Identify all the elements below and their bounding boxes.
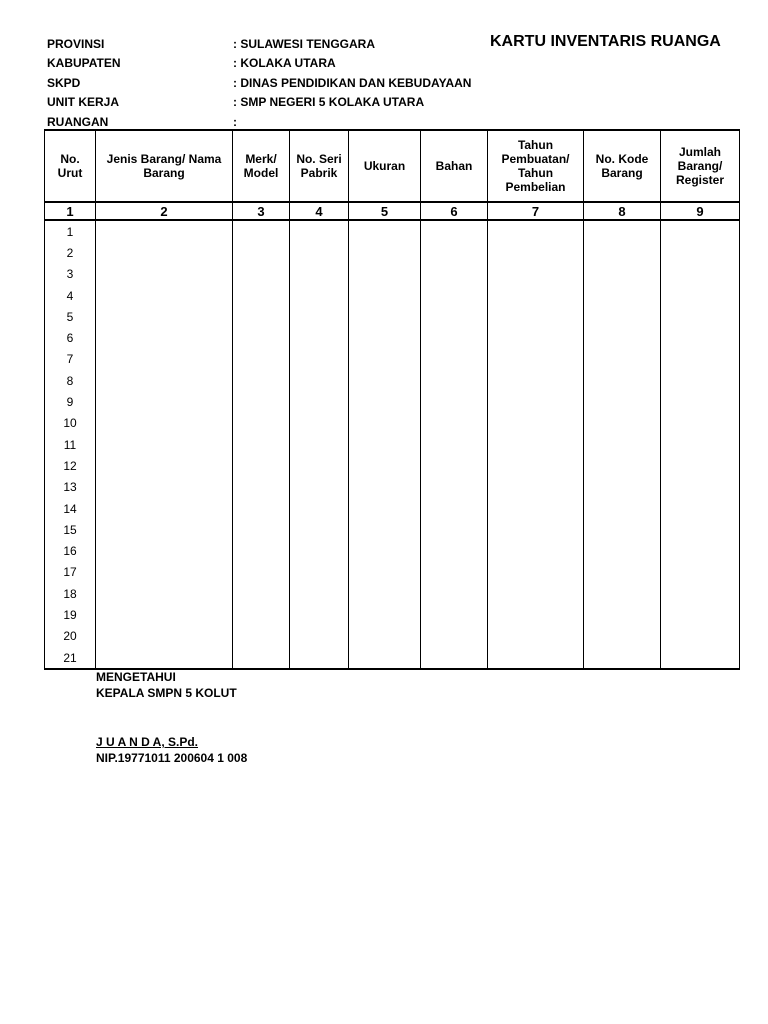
table-cell <box>584 285 661 306</box>
table-cell <box>290 604 349 625</box>
table-cell <box>488 264 584 285</box>
table-cell <box>421 477 488 498</box>
table-cell <box>421 264 488 285</box>
table-cell <box>233 583 290 604</box>
table-cell <box>584 498 661 519</box>
table-cell <box>661 626 740 647</box>
table-cell <box>661 242 740 263</box>
row-number: 12 <box>45 455 96 476</box>
table-cell <box>349 220 421 242</box>
table-cell <box>661 540 740 561</box>
table-cell <box>349 349 421 370</box>
table-cell <box>488 519 584 540</box>
signer-position: KEPALA SMPN 5 KOLUT <box>96 686 237 700</box>
table-cell <box>421 540 488 561</box>
table-cell <box>96 647 233 669</box>
table-cell <box>488 285 584 306</box>
column-header: Jenis Barang/ Nama Barang <box>96 130 233 202</box>
table-cell <box>349 519 421 540</box>
table-row <box>45 540 740 561</box>
table-row <box>45 647 740 669</box>
table-cell <box>233 519 290 540</box>
table-cell <box>421 391 488 412</box>
table-cell <box>584 242 661 263</box>
field-value: : <box>233 114 237 129</box>
table-cell <box>96 583 233 604</box>
table-cell <box>290 327 349 348</box>
table-cell <box>233 455 290 476</box>
field-value: : KOLAKA UTARA <box>233 56 336 71</box>
row-number: 16 <box>45 540 96 561</box>
table-cell <box>661 434 740 455</box>
table-row <box>45 264 740 285</box>
table-cell <box>584 519 661 540</box>
table-cell <box>290 562 349 583</box>
table-cell <box>349 370 421 391</box>
table-cell <box>661 306 740 327</box>
table-cell <box>96 477 233 498</box>
column-number: 9 <box>661 202 740 220</box>
table-cell <box>421 434 488 455</box>
table-cell <box>233 540 290 561</box>
table-cell <box>584 647 661 669</box>
table-cell <box>661 604 740 625</box>
table-cell <box>488 604 584 625</box>
column-number: 2 <box>96 202 233 220</box>
table-cell <box>290 626 349 647</box>
table-cell <box>661 264 740 285</box>
table-cell <box>661 498 740 519</box>
table-cell <box>488 242 584 263</box>
column-header: Tahun Pembuatan/ Tahun Pembelian <box>488 130 584 202</box>
table-cell <box>421 604 488 625</box>
table-cell <box>233 626 290 647</box>
table-cell <box>233 306 290 327</box>
table-cell <box>488 306 584 327</box>
table-cell <box>290 540 349 561</box>
column-number: 8 <box>584 202 661 220</box>
table-cell <box>349 455 421 476</box>
column-header: Ukuran <box>349 130 421 202</box>
table-cell <box>584 220 661 242</box>
table-cell <box>290 413 349 434</box>
table-cell <box>290 477 349 498</box>
table-cell <box>96 519 233 540</box>
table-row <box>45 519 740 540</box>
table-cell <box>488 370 584 391</box>
table-cell <box>584 391 661 412</box>
table-cell <box>96 626 233 647</box>
table-cell <box>233 349 290 370</box>
field-label: UNIT KERJA <box>47 95 120 110</box>
table-cell <box>421 647 488 669</box>
table-cell <box>584 434 661 455</box>
table-cell <box>96 242 233 263</box>
table-cell <box>290 220 349 242</box>
signer-nip: NIP.19771011 200604 1 008 <box>96 751 248 765</box>
column-header: No. Urut <box>45 130 96 202</box>
column-number: 3 <box>233 202 290 220</box>
table-cell <box>421 370 488 391</box>
field-value: : DINAS PENDIDIKAN DAN KEBUDAYAAN <box>233 75 472 90</box>
inventory-table <box>44 129 740 670</box>
table-cell <box>488 391 584 412</box>
table-row <box>45 583 740 604</box>
table-cell <box>488 413 584 434</box>
table-cell <box>96 604 233 625</box>
table-cell <box>96 327 233 348</box>
table-cell <box>584 626 661 647</box>
table-cell <box>233 242 290 263</box>
table-cell <box>96 264 233 285</box>
table-cell <box>488 540 584 561</box>
table-cell <box>421 455 488 476</box>
table-cell <box>290 391 349 412</box>
table-cell <box>488 562 584 583</box>
table-cell <box>290 583 349 604</box>
table-cell <box>421 562 488 583</box>
column-number: 5 <box>349 202 421 220</box>
table-cell <box>421 626 488 647</box>
table-cell <box>421 220 488 242</box>
row-number: 14 <box>45 498 96 519</box>
column-header-row <box>45 130 740 202</box>
table-row <box>45 242 740 263</box>
table-cell <box>349 477 421 498</box>
table-cell <box>96 285 233 306</box>
table-cell <box>349 413 421 434</box>
table-cell <box>96 434 233 455</box>
table-cell <box>584 264 661 285</box>
row-number: 1 <box>45 220 96 242</box>
column-number: 6 <box>421 202 488 220</box>
table-cell <box>661 391 740 412</box>
table-cell <box>349 391 421 412</box>
table-cell <box>661 413 740 434</box>
column-header: Bahan <box>421 130 488 202</box>
table-cell <box>661 455 740 476</box>
table-cell <box>488 220 584 242</box>
table-cell <box>421 327 488 348</box>
table-cell <box>349 626 421 647</box>
table-cell <box>96 498 233 519</box>
table-cell <box>584 540 661 561</box>
column-header: Jumlah Barang/ Register <box>661 130 740 202</box>
table-cell <box>233 327 290 348</box>
table-cell <box>584 583 661 604</box>
table-cell <box>421 413 488 434</box>
field-label: KABUPATEN <box>47 56 121 71</box>
column-number: 4 <box>290 202 349 220</box>
row-number: 21 <box>45 647 96 669</box>
table-cell <box>349 434 421 455</box>
table-cell <box>290 242 349 263</box>
table-cell <box>661 370 740 391</box>
row-number: 8 <box>45 370 96 391</box>
table-cell <box>584 455 661 476</box>
table-cell <box>96 413 233 434</box>
table-cell <box>584 477 661 498</box>
table-cell <box>233 562 290 583</box>
table-cell <box>290 306 349 327</box>
row-number: 6 <box>45 327 96 348</box>
column-number: 7 <box>488 202 584 220</box>
table-row <box>45 370 740 391</box>
row-number: 10 <box>45 413 96 434</box>
table-cell <box>349 562 421 583</box>
row-number: 3 <box>45 264 96 285</box>
table-cell <box>661 647 740 669</box>
table-cell <box>584 306 661 327</box>
document-title: KARTU INVENTARIS RUANGA <box>490 33 721 50</box>
table-cell <box>421 306 488 327</box>
column-number: 1 <box>45 202 96 220</box>
table-cell <box>488 455 584 476</box>
table-cell <box>584 413 661 434</box>
table-cell <box>488 434 584 455</box>
row-number: 18 <box>45 583 96 604</box>
table-cell <box>96 562 233 583</box>
table-cell <box>233 434 290 455</box>
table-row <box>45 349 740 370</box>
table-cell <box>584 349 661 370</box>
table-cell <box>233 498 290 519</box>
table-cell <box>661 562 740 583</box>
table-cell <box>290 370 349 391</box>
column-header: Merk/ Model <box>233 130 290 202</box>
table-cell <box>349 583 421 604</box>
column-header: No. Seri Pabrik <box>290 130 349 202</box>
table-cell <box>488 327 584 348</box>
table-cell <box>233 477 290 498</box>
table-cell <box>488 349 584 370</box>
table-cell <box>290 455 349 476</box>
table-cell <box>661 220 740 242</box>
table-row <box>45 434 740 455</box>
table-cell <box>96 391 233 412</box>
table-cell <box>233 370 290 391</box>
table-cell <box>584 327 661 348</box>
table-cell <box>349 540 421 561</box>
table-cell <box>233 604 290 625</box>
table-cell <box>233 220 290 242</box>
table-cell <box>290 264 349 285</box>
table-cell <box>488 477 584 498</box>
table-cell <box>349 285 421 306</box>
table-cell <box>290 519 349 540</box>
row-number: 15 <box>45 519 96 540</box>
table-cell <box>349 604 421 625</box>
table-cell <box>661 519 740 540</box>
table-row <box>45 391 740 412</box>
table-cell <box>421 498 488 519</box>
signer-name: J U A N D A, S.Pd. <box>96 735 199 749</box>
table-cell <box>290 647 349 669</box>
table-row <box>45 413 740 434</box>
table-body <box>45 220 740 669</box>
table-cell <box>421 242 488 263</box>
table-cell <box>661 583 740 604</box>
table-cell <box>233 285 290 306</box>
table-cell <box>290 285 349 306</box>
row-number: 11 <box>45 434 96 455</box>
table-cell <box>96 540 233 561</box>
table-cell <box>661 477 740 498</box>
table-cell <box>349 498 421 519</box>
field-value: : SMP NEGERI 5 KOLAKA UTARA <box>233 95 425 110</box>
table-cell <box>421 583 488 604</box>
table-row <box>45 455 740 476</box>
table-cell <box>233 647 290 669</box>
row-number: 19 <box>45 604 96 625</box>
acknowledge-label: MENGETAHUI <box>96 670 176 684</box>
table-cell <box>96 306 233 327</box>
table-cell <box>488 583 584 604</box>
row-number: 5 <box>45 306 96 327</box>
table-cell <box>233 413 290 434</box>
row-number: 4 <box>45 285 96 306</box>
table-cell <box>233 391 290 412</box>
table-row <box>45 220 740 242</box>
table-cell <box>421 519 488 540</box>
row-number: 13 <box>45 477 96 498</box>
table-cell <box>421 285 488 306</box>
table-cell <box>584 562 661 583</box>
signature-block <box>96 669 247 766</box>
table-row <box>45 562 740 583</box>
table-cell <box>488 626 584 647</box>
table-cell <box>349 264 421 285</box>
table-row <box>45 285 740 306</box>
table-cell <box>290 498 349 519</box>
table-cell <box>661 327 740 348</box>
table-cell <box>661 285 740 306</box>
table-cell <box>233 264 290 285</box>
row-number: 7 <box>45 349 96 370</box>
field-value: : SULAWESI TENGGARA <box>233 37 376 51</box>
row-number: 20 <box>45 626 96 647</box>
column-number-row <box>45 202 740 220</box>
table-cell <box>349 242 421 263</box>
table-cell <box>661 349 740 370</box>
table-cell <box>488 647 584 669</box>
table-cell <box>488 498 584 519</box>
table-cell <box>96 220 233 242</box>
table-row <box>45 327 740 348</box>
table-cell <box>290 349 349 370</box>
table-row <box>45 604 740 625</box>
field-label: SKPD <box>47 75 81 90</box>
table-cell <box>96 455 233 476</box>
row-number: 9 <box>45 391 96 412</box>
field-label: RUANGAN <box>47 114 109 129</box>
table-row <box>45 498 740 519</box>
table-cell <box>96 370 233 391</box>
row-number: 2 <box>45 242 96 263</box>
table-row <box>45 626 740 647</box>
table-cell <box>349 306 421 327</box>
table-cell <box>584 604 661 625</box>
table-cell <box>349 647 421 669</box>
field-label: PROVINSI <box>47 37 105 51</box>
table-row <box>45 306 740 327</box>
table-cell <box>584 370 661 391</box>
table-row <box>45 477 740 498</box>
table-cell <box>421 349 488 370</box>
table-cell <box>290 434 349 455</box>
table-cell <box>96 349 233 370</box>
row-number: 17 <box>45 562 96 583</box>
table-cell <box>349 327 421 348</box>
column-header: No. Kode Barang <box>584 130 661 202</box>
